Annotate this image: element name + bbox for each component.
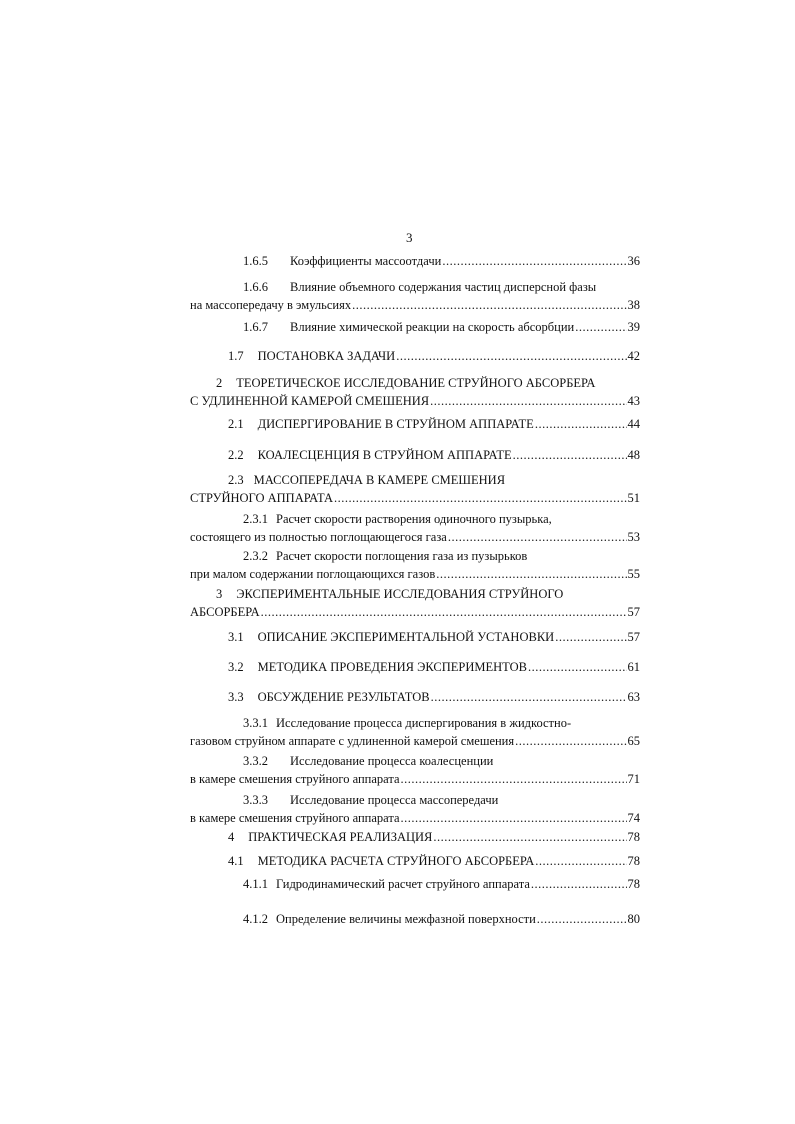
dot-leader — [555, 628, 626, 646]
dot-leader — [436, 565, 626, 583]
toc-entry-number: 2.1 — [228, 417, 244, 431]
toc-entry-line — [190, 347, 640, 365]
toc-entry-title: МЕТОДИКА ПРОВЕДЕНИЯ ЭКСПЕРИМЕНТОВ — [257, 660, 527, 674]
toc-entry-title: Коэффициенты массоотдачи — [290, 254, 442, 268]
toc-entry — [190, 658, 640, 676]
dot-leader — [535, 415, 627, 433]
toc-entry — [190, 875, 640, 893]
toc-entry-page: 57 — [627, 630, 640, 644]
toc-entry-number: 2.2 — [228, 448, 244, 462]
toc-entry-title: Расчет скорости растворения одиночного пузырька, — [276, 512, 552, 526]
toc-entry-title: ДИСПЕРГИРОВАНИЕ В СТРУЙНОМ АППАРАТЕ — [257, 417, 534, 431]
dot-leader — [433, 828, 626, 846]
toc-entry-line — [190, 374, 640, 392]
toc-entry-line — [190, 318, 640, 336]
toc-entry — [190, 252, 640, 270]
toc-entry-line — [190, 770, 640, 788]
toc-entry — [190, 446, 640, 464]
toc-entry-number: 4.1 — [228, 854, 244, 868]
toc-entry-line — [190, 489, 640, 507]
toc-entry-line — [190, 278, 640, 296]
toc-entry-title: ТЕОРЕТИЧЕСКОЕ ИССЛЕДОВАНИЕ СТРУЙНОГО АБСОРБЕРА — [236, 376, 596, 390]
toc-entry-number: 3.3.3 — [243, 793, 268, 807]
toc-entry-number: 2.3 — [228, 473, 244, 487]
toc-entry-page: 55 — [627, 567, 640, 581]
toc-entry-number: 1.7 — [228, 349, 244, 363]
toc-entry-line — [190, 415, 640, 433]
toc-entry-title: в камере смешения струйного аппарата — [190, 772, 400, 786]
toc-entry-title: МАССОПЕРЕДАЧА В КАМЕРЕ СМЕШЕНИЯ — [253, 473, 506, 487]
toc-entry-title: ОБСУЖДЕНИЕ РЕЗУЛЬТАТОВ — [257, 690, 430, 704]
toc-entry — [190, 510, 640, 546]
dot-leader — [401, 809, 627, 827]
dot-leader — [535, 852, 626, 870]
dot-leader — [537, 910, 627, 928]
toc-entry-title: АБСОРБЕРА — [190, 605, 260, 619]
toc-entry — [190, 714, 640, 750]
toc-entry-line — [190, 658, 640, 676]
toc-entry-page: 78 — [627, 830, 640, 844]
dot-leader — [515, 732, 626, 750]
toc-entry-number: 3.2 — [228, 660, 244, 674]
toc-entry — [190, 278, 640, 314]
toc-entry-line — [190, 852, 640, 870]
toc-entry-line — [190, 510, 640, 528]
toc-entry-number: 2.3.2 — [243, 549, 268, 563]
toc-entry-title: при малом содержании поглощающихся газов — [190, 567, 436, 581]
toc-entry-page: 38 — [627, 298, 640, 312]
toc-entry-page: 78 — [627, 854, 640, 868]
dot-leader — [531, 875, 627, 893]
toc-entry-line — [190, 752, 640, 770]
toc-entry-line — [190, 714, 640, 732]
toc-entry-line — [190, 471, 640, 489]
toc-entry-title: Влияние химической реакции на скорость абсорбции — [290, 320, 575, 334]
toc-entry-page: 57 — [627, 605, 640, 619]
toc-entry-line — [190, 446, 640, 464]
toc-entry-number: 3.3 — [228, 690, 244, 704]
dot-leader — [442, 252, 626, 270]
toc-entry-title: ПОСТАНОВКА ЗАДАЧИ — [257, 349, 396, 363]
toc-entry-line — [190, 688, 640, 706]
toc-entry — [190, 791, 640, 827]
dot-leader — [575, 318, 626, 336]
toc-entry-title: в камере смешения струйного аппарата — [190, 811, 400, 825]
toc-entry-page: 36 — [627, 254, 640, 268]
toc-entry-title: ПРАКТИЧЕСКАЯ РЕАЛИЗАЦИЯ — [248, 830, 433, 844]
toc-entry — [190, 471, 640, 507]
toc-entry-page: 43 — [627, 394, 640, 408]
toc-entry-title: ЭКСПЕРИМЕНТАЛЬНЫЕ ИССЛЕДОВАНИЯ СТРУЙНОГО — [236, 587, 564, 601]
toc-entry-line — [190, 296, 640, 314]
toc-entry — [190, 415, 640, 433]
toc-entry-title: Расчет скорости поглощения газа из пузырьков — [276, 549, 528, 563]
toc-entry-number: 1.6.6 — [243, 280, 268, 294]
dot-leader — [334, 489, 626, 507]
toc-entry-page: 80 — [627, 912, 640, 926]
toc-entry-line — [190, 252, 640, 270]
toc-entry-title: Исследование процесса коалесценции — [290, 754, 494, 768]
toc-entry-page: 61 — [627, 660, 640, 674]
toc-entry — [190, 347, 640, 365]
toc-entry — [190, 828, 640, 846]
toc-entry-line — [190, 565, 640, 583]
toc-entry-line — [190, 791, 640, 809]
toc-entry-line — [190, 528, 640, 546]
toc-entry-title: КОАЛЕСЦЕНЦИЯ В СТРУЙНОМ АППАРАТЕ — [257, 448, 512, 462]
toc-entry-title: Исследование процесса массопередачи — [290, 793, 499, 807]
toc-entry-number: 1.6.5 — [243, 254, 268, 268]
toc-entry-number: 1.6.7 — [243, 320, 268, 334]
toc-entry-number: 3.3.1 — [243, 716, 268, 730]
toc-entry — [190, 374, 640, 410]
toc-entry — [190, 318, 640, 336]
toc-entry-line — [190, 809, 640, 827]
toc-entry-title: С УДЛИНЕННОЙ КАМЕРОЙ СМЕШЕНИЯ — [190, 394, 430, 408]
toc-entry-line — [190, 585, 640, 603]
page-number: 3 — [406, 230, 413, 245]
toc-entry — [190, 910, 640, 928]
toc-entry-number: 4.1.2 — [243, 912, 268, 926]
dot-leader — [513, 446, 627, 464]
toc-entry-page: 65 — [627, 734, 640, 748]
toc-entry-line — [190, 910, 640, 928]
dot-leader — [396, 347, 626, 365]
toc-entry-title: СТРУЙНОГО АППАРАТА — [190, 491, 334, 505]
dot-leader — [261, 603, 627, 621]
toc-entry-line — [190, 392, 640, 410]
toc-entry-number: 3.3.2 — [243, 754, 268, 768]
toc-entry-page: 71 — [627, 772, 640, 786]
toc-entry-number: 3 — [216, 587, 223, 601]
dot-leader — [528, 658, 627, 676]
toc-entry-page: 48 — [627, 448, 640, 462]
toc-entry-title: Гидродинамический расчет струйного аппарата — [276, 877, 530, 891]
dot-leader — [352, 296, 626, 314]
toc-entry-line — [190, 603, 640, 621]
toc-entry-line — [190, 875, 640, 893]
toc-entry-title: Исследование процесса диспергирования в жидкостно- — [276, 716, 572, 730]
toc-entry-title: Влияние объемного содержания частиц дисперсной фазы — [290, 280, 597, 294]
toc-entry-line — [190, 732, 640, 750]
toc-entry — [190, 628, 640, 646]
toc-entry-page: 63 — [627, 690, 640, 704]
toc-entry-line — [190, 628, 640, 646]
toc-entry-title: на массопередачу в эмульсиях — [190, 298, 352, 312]
toc-entry — [190, 688, 640, 706]
toc-entry-page: 39 — [627, 320, 640, 334]
toc-entry-number: 2.3.1 — [243, 512, 268, 526]
toc-entry-title: ОПИСАНИЕ ЭКСПЕРИМЕНТАЛЬНОЙ УСТАНОВКИ — [257, 630, 555, 644]
toc-entry-number: 4.1.1 — [243, 877, 268, 891]
toc-entry-page: 42 — [627, 349, 640, 363]
toc-entry-title: газовом струйном аппарате с удлиненной камерой смешения — [190, 734, 515, 748]
toc-entry-page: 74 — [627, 811, 640, 825]
toc-entry-number: 3.1 — [228, 630, 244, 644]
dot-leader — [431, 688, 627, 706]
toc-entry — [190, 585, 640, 621]
toc-entry-page: 44 — [627, 417, 640, 431]
toc-entry — [190, 752, 640, 788]
toc-entry-number: 2 — [216, 376, 223, 390]
toc-entry-page: 78 — [627, 877, 640, 891]
dot-leader — [430, 392, 626, 410]
toc-entry-title: МЕТОДИКА РАСЧЕТА СТРУЙНОГО АБСОРБЕРА — [257, 854, 535, 868]
toc-entry-line — [190, 828, 640, 846]
toc-entry-page: 51 — [627, 491, 640, 505]
toc-entry-title: Определение величины межфазной поверхности — [276, 912, 536, 926]
toc-entry — [190, 852, 640, 870]
toc-entry-page: 53 — [627, 530, 640, 544]
toc-entry-line — [190, 547, 640, 565]
toc-entry-title: состоящего из полностью поглощающегося газа — [190, 530, 447, 544]
dot-leader — [401, 770, 627, 788]
toc-entry-number: 4 — [228, 830, 235, 844]
dot-leader — [448, 528, 627, 546]
toc-entry — [190, 547, 640, 583]
